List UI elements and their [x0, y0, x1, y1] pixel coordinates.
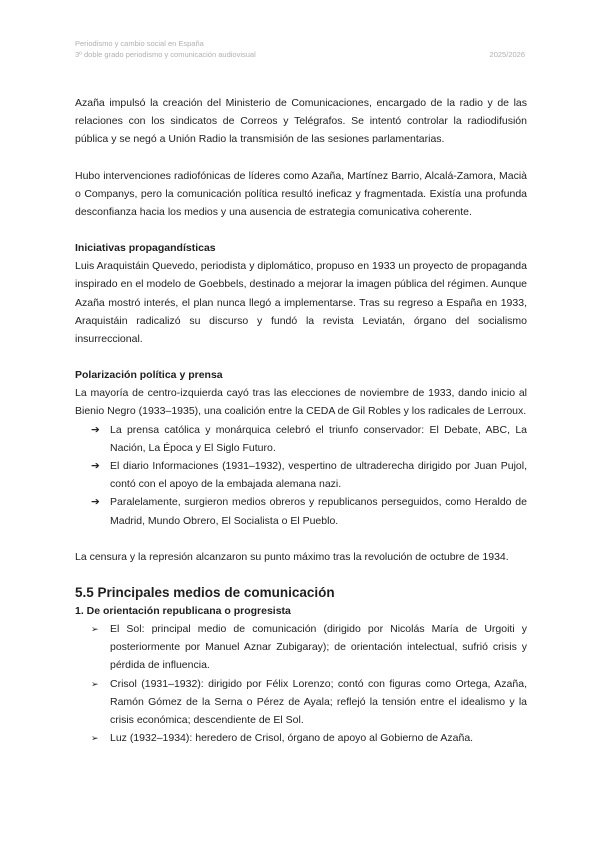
header-degree: 3º doble grado periodismo y comunicación audiovisual — [75, 50, 256, 59]
header-course: Periodismo y cambio social en España — [75, 39, 204, 48]
list-item: ➔ El diario Informaciones (1931–1932), vespertino de ultraderecha dirigido por Juan Pujol, contó con el apoyo de la embajada alemana nazi. — [75, 457, 527, 493]
list-item: ➢ Luz (1932–1934): heredero de Crisol, órgano de apoyo al Gobierno de Azaña. — [75, 729, 527, 747]
triangle-bullet-icon: ➢ — [91, 733, 99, 744]
document-body — [75, 94, 527, 747]
paragraph-ministry: Azaña impulsó la creación del Ministerio de Comunicaciones, encargado de la radio y de las relaciones con los sindicatos de Correos y Telégrafos. Se intentó controlar la radiodifusión pública y se negó a Unión Radio la transmisión de las sesiones parlamentarias. — [75, 97, 527, 146]
heading-propaganda: Iniciativas propagandísticas — [75, 242, 216, 255]
triangle-bullet-icon: ➢ — [91, 624, 99, 635]
paragraph-propaganda: Luis Araquistáin Quevedo, periodista y diplomático, propuso en 1933 un proyecto de propaganda inspirado en el modelo de Goebbels, destinado a mejorar la imagen pública del régimen. Aunque Azaña mostró interés, el plan nunca llegó a implementarse. Tras su regreso a España en 1933, Araquistáin radicalizó su discurso y fundó la revista Leviatán, órgano del socialismo insurreccional. — [75, 260, 527, 346]
paragraph-radio: Hubo intervenciones radiofónicas de líderes como Azaña, Martínez Barrio, Alcalá-Zamora, Macià o Companys, pero la comunicación política resultó ineficaz y fragmentada. Existía una profunda desconfianza hacia los medios y una ausencia de estrategia comunicativa coherente. — [75, 169, 527, 219]
heading-polarization: Polarización política y prensa — [75, 369, 223, 382]
list-item: ➔ Paralelamente, surgieron medios obreros y republicanos perseguidos, como Heraldo de Madrid, Mundo Obrero, El Socialista o El Pueblo. — [75, 493, 527, 529]
list-item: ➢ Crisol (1931–1932): dirigido por Félix Lorenzo; contó con figuras como Ortega, Azaña, Ramón Gómez de la Serna o Pérez de Ayala; reflejó la tensión entre el idealismo y la crisis económica; descendiente de El Sol. — [75, 675, 527, 730]
page-header — [75, 38, 525, 60]
press-list — [75, 421, 527, 530]
arrow-icon: ➔ — [91, 423, 100, 436]
arrow-icon: ➔ — [91, 460, 100, 473]
list-item: ➢ El Sol: principal medio de comunicación (dirigido por Nicolás María de Urgoiti y posteriormente por Manuel Aznar Zubigaray); de orientación intelectual, sufrió crisis y pérdida de influencia. — [75, 620, 527, 675]
subsection-title: 1. De orientación republicana o progresista — [75, 605, 291, 618]
arrow-icon: ➔ — [91, 496, 100, 509]
section-title: 5.5 Principales medios de comunicación — [75, 585, 335, 601]
paragraph-censorship: La censura y la represión alcanzaron su punto máximo tras la revolución de octubre de 1934. — [75, 550, 509, 563]
list-item: ➔ La prensa católica y monárquica celebró el triunfo conservador: El Debate, ABC, La Nación, La Época y El Siglo Futuro. — [75, 421, 527, 457]
triangle-bullet-icon: ➢ — [91, 678, 99, 689]
header-year: 2025/2026 — [489, 50, 525, 59]
media-list — [75, 620, 527, 747]
paragraph-polarization: La mayoría de centro-izquierda cayó tras las elecciones de noviembre de 1933, dando inicio al Bienio Negro (1933–1935), una coalición entre la CEDA de Gil Robles y los radicales de Lerroux. — [75, 387, 527, 418]
